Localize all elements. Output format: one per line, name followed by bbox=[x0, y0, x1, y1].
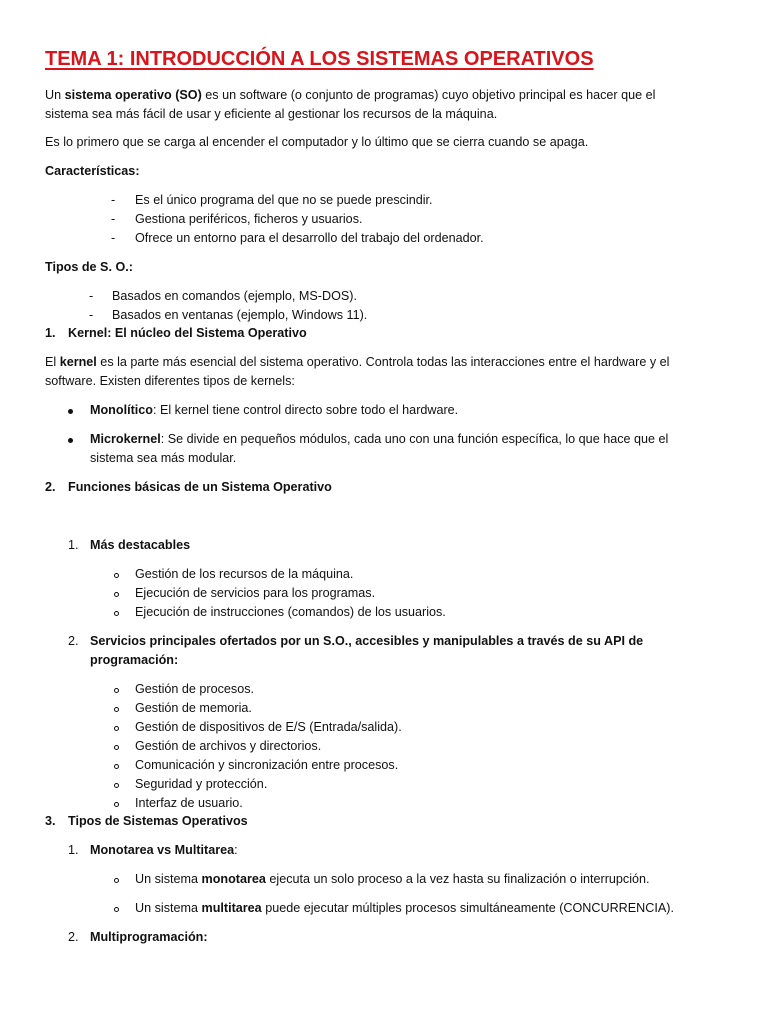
dash-marker: - bbox=[111, 193, 116, 207]
section-3-heading: Tipos de Sistemas Operativos bbox=[68, 814, 248, 828]
list-item: Ejecución de instrucciones (comandos) de los usuarios. bbox=[135, 605, 446, 619]
section-2-sub-1-heading: Más destacables bbox=[90, 538, 191, 552]
list-item: Basados en ventanas (ejemplo, Windows 11). bbox=[112, 308, 368, 322]
tipos-heading: Tipos de S. O.: bbox=[45, 260, 133, 274]
multitarea-item: Un sistema multitarea puede ejecutar múltiples procesos simultáneamente (CONCURRENCIA). bbox=[135, 901, 674, 915]
circle-bullet-icon bbox=[114, 764, 119, 769]
intro-paragraph-1-line-2: sistema sea más fácil de usar y eficiente al gestionar los recursos de la máquina. bbox=[45, 107, 498, 121]
monotarea-item: Un sistema monotarea ejecuta un solo proceso a la vez hasta su finalización o interrupción. bbox=[135, 872, 650, 886]
list-item: Gestión de los recursos de la máquina. bbox=[135, 567, 354, 581]
circle-bullet-icon bbox=[114, 688, 119, 693]
list-item: Ofrece un entorno para el desarrollo del trabajo del ordenador. bbox=[135, 231, 484, 245]
list-item: Ejecución de servicios para los programas. bbox=[135, 586, 376, 600]
kernel-type-monolitico: Monolítico: El kernel tiene control directo sobre todo el hardware. bbox=[90, 403, 459, 417]
circle-bullet-icon bbox=[114, 878, 119, 883]
kernel-type-microkernel: Microkernel: Se divide en pequeños módulos, cada uno con una función específica, lo que hace que el bbox=[90, 432, 669, 446]
section-2-sub-1-number: 1. bbox=[68, 538, 79, 552]
bullet-icon bbox=[68, 438, 73, 443]
list-item: Basados en comandos (ejemplo, MS-DOS). bbox=[112, 289, 357, 303]
bullet-icon bbox=[68, 409, 73, 414]
circle-bullet-icon bbox=[114, 592, 119, 597]
list-item: Es el único programa del que no se puede prescindir. bbox=[135, 193, 433, 207]
section-2-sub-2-heading-line-2: programación: bbox=[90, 653, 179, 667]
dash-marker: - bbox=[111, 212, 116, 226]
caracteristicas-heading: Características: bbox=[45, 164, 140, 178]
list-item: Gestión de memoria. bbox=[135, 701, 252, 715]
circle-bullet-icon bbox=[114, 783, 119, 788]
circle-bullet-icon bbox=[114, 611, 119, 616]
intro-paragraph-1: Un sistema operativo (SO) es un software (o conjunto de programas) cuyo objetivo principal es hacer que el bbox=[45, 88, 656, 102]
section-2-sub-2-heading: Servicios principales ofertados por un S.O., accesibles y manipulables a través de su API de bbox=[90, 634, 644, 648]
list-item: Gestión de dispositivos de E/S (Entrada/salida). bbox=[135, 720, 402, 734]
list-item: Interfaz de usuario. bbox=[135, 796, 243, 810]
section-2-number: 2. bbox=[45, 480, 56, 494]
dash-marker: - bbox=[89, 308, 94, 322]
circle-bullet-icon bbox=[114, 726, 119, 731]
page-title: TEMA 1: INTRODUCCIÓN A LOS SISTEMAS OPERATIVOS bbox=[45, 48, 594, 70]
list-item: Comunicación y sincronización entre procesos. bbox=[135, 758, 399, 772]
kernel-type-microkernel-line-2: sistema sea más modular. bbox=[90, 451, 237, 465]
list-item: Gestión de procesos. bbox=[135, 682, 255, 696]
section-3-sub-1-heading: Monotarea vs Multitarea: bbox=[90, 843, 238, 857]
circle-bullet-icon bbox=[114, 707, 119, 712]
kernel-paragraph-line-2: software. Existen diferentes tipos de kernels: bbox=[45, 374, 295, 388]
circle-bullet-icon bbox=[114, 745, 119, 750]
dash-marker: - bbox=[111, 231, 116, 245]
intro-paragraph-2: Es lo primero que se carga al encender el computador y lo último que se cierra cuando se apaga. bbox=[45, 135, 589, 149]
circle-bullet-icon bbox=[114, 802, 119, 807]
list-item: Gestión de archivos y directorios. bbox=[135, 739, 322, 753]
section-3-number: 3. bbox=[45, 814, 56, 828]
circle-bullet-icon bbox=[114, 907, 119, 912]
list-item: Gestiona periféricos, ficheros y usuarios. bbox=[135, 212, 363, 226]
list-item: Seguridad y protección. bbox=[135, 777, 268, 791]
section-1-heading: Kernel: El núcleo del Sistema Operativo bbox=[68, 326, 307, 340]
dash-marker: - bbox=[89, 289, 94, 303]
section-2-heading: Funciones básicas de un Sistema Operativo bbox=[68, 480, 332, 494]
circle-bullet-icon bbox=[114, 573, 119, 578]
section-3-sub-1-number: 1. bbox=[68, 843, 79, 857]
section-1-number: 1. bbox=[45, 326, 56, 340]
kernel-paragraph: El kernel es la parte más esencial del sistema operativo. Controla todas las interacciones entre el hardware y el bbox=[45, 355, 670, 369]
section-3-sub-2-number: 2. bbox=[68, 930, 79, 944]
section-2-sub-2-number: 2. bbox=[68, 634, 79, 648]
section-3-sub-2-heading: Multiprogramación: bbox=[90, 930, 208, 944]
